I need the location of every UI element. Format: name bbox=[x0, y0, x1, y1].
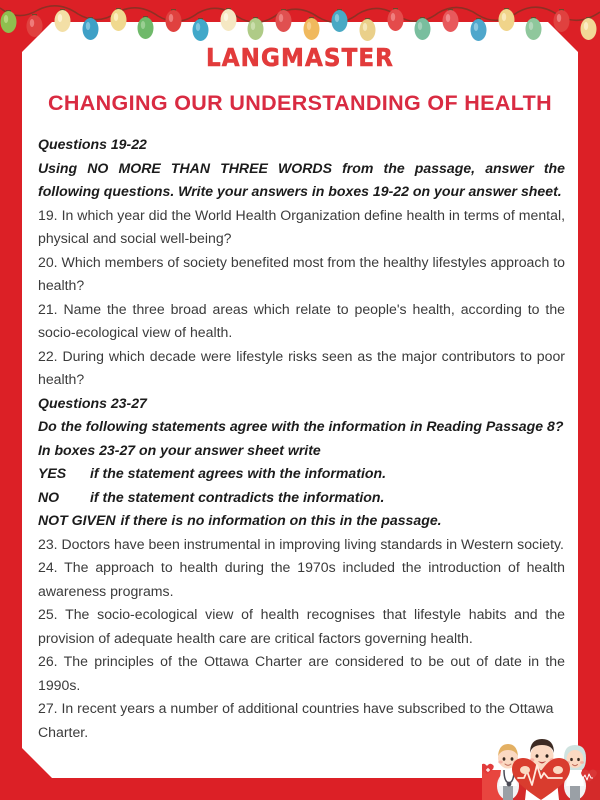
question-item: 24. The approach to health during the 1970s included the introduction of health awareness programs. bbox=[38, 559, 565, 599]
question-item: 22. During which decade were lifestyle risks seen as the major contributors to poor health? bbox=[38, 347, 565, 387]
answer-option-text: if there is no information on this in the passage. bbox=[120, 512, 442, 528]
question-item: 19. In which year did the World Health Organization define health in terms of mental, physical and social well-being? bbox=[38, 206, 565, 246]
question-item: 25. The socio-ecological view of health recognises that lifestyle habits and the provision of adequate health care are critical factors governing health. bbox=[38, 606, 565, 646]
light-wire bbox=[0, 6, 600, 23]
section-instruction-2: Do the following statements agree with the information in Reading Passage 8? bbox=[38, 418, 564, 434]
answer-boxes-line: In boxes 23-27 on your answer sheet write bbox=[38, 441, 321, 458]
answer-option-not-given bbox=[38, 509, 565, 533]
question-item: 27. In recent years a number of additional countries have subscribed to the Ottawa Charter. bbox=[38, 700, 554, 740]
section-heading-1: Questions 19-22 bbox=[38, 136, 147, 152]
hand-right bbox=[553, 766, 563, 774]
answer-option-text: if the statement agrees with the information. bbox=[90, 465, 387, 481]
answer-option-yes bbox=[38, 462, 565, 486]
page-title: CHANGING OUR UNDERSTANDING OF HEALTH bbox=[48, 91, 552, 115]
question-item: 21. Name the three broad areas which relate to people's health, according to the socio-ecological view of health. bbox=[38, 300, 565, 340]
answer-option-key: NO bbox=[38, 488, 60, 505]
section-instruction-1: Using NO MORE THAN THREE WORDS from the passage, answer the following questions. Write your answers in boxes 19-22 on your answer sheet. bbox=[38, 159, 565, 199]
hand-left bbox=[520, 766, 530, 774]
questions-container bbox=[22, 133, 578, 744]
question-item: 26. The principles of the Ottawa Charter are considered to be out of date in the 1990s. bbox=[38, 653, 565, 693]
answer-option-key: YES bbox=[38, 465, 67, 481]
answer-option-no bbox=[38, 486, 565, 510]
brand-logo: LANGMASTER bbox=[206, 43, 394, 72]
document-body bbox=[22, 22, 578, 778]
doctors-heart-illustration bbox=[482, 708, 600, 800]
section-heading-2: Questions 23-27 bbox=[38, 394, 147, 411]
question-item: 20. Which members of society benefited most from the healthy lifestyles approach to health? bbox=[38, 253, 565, 293]
question-item: 23. Doctors have been instrumental in improving living standards in Western society. bbox=[38, 535, 564, 552]
answer-option-key: NOT GIVEN bbox=[38, 512, 116, 528]
answer-option-text: if the statement contradicts the information. bbox=[90, 488, 385, 505]
